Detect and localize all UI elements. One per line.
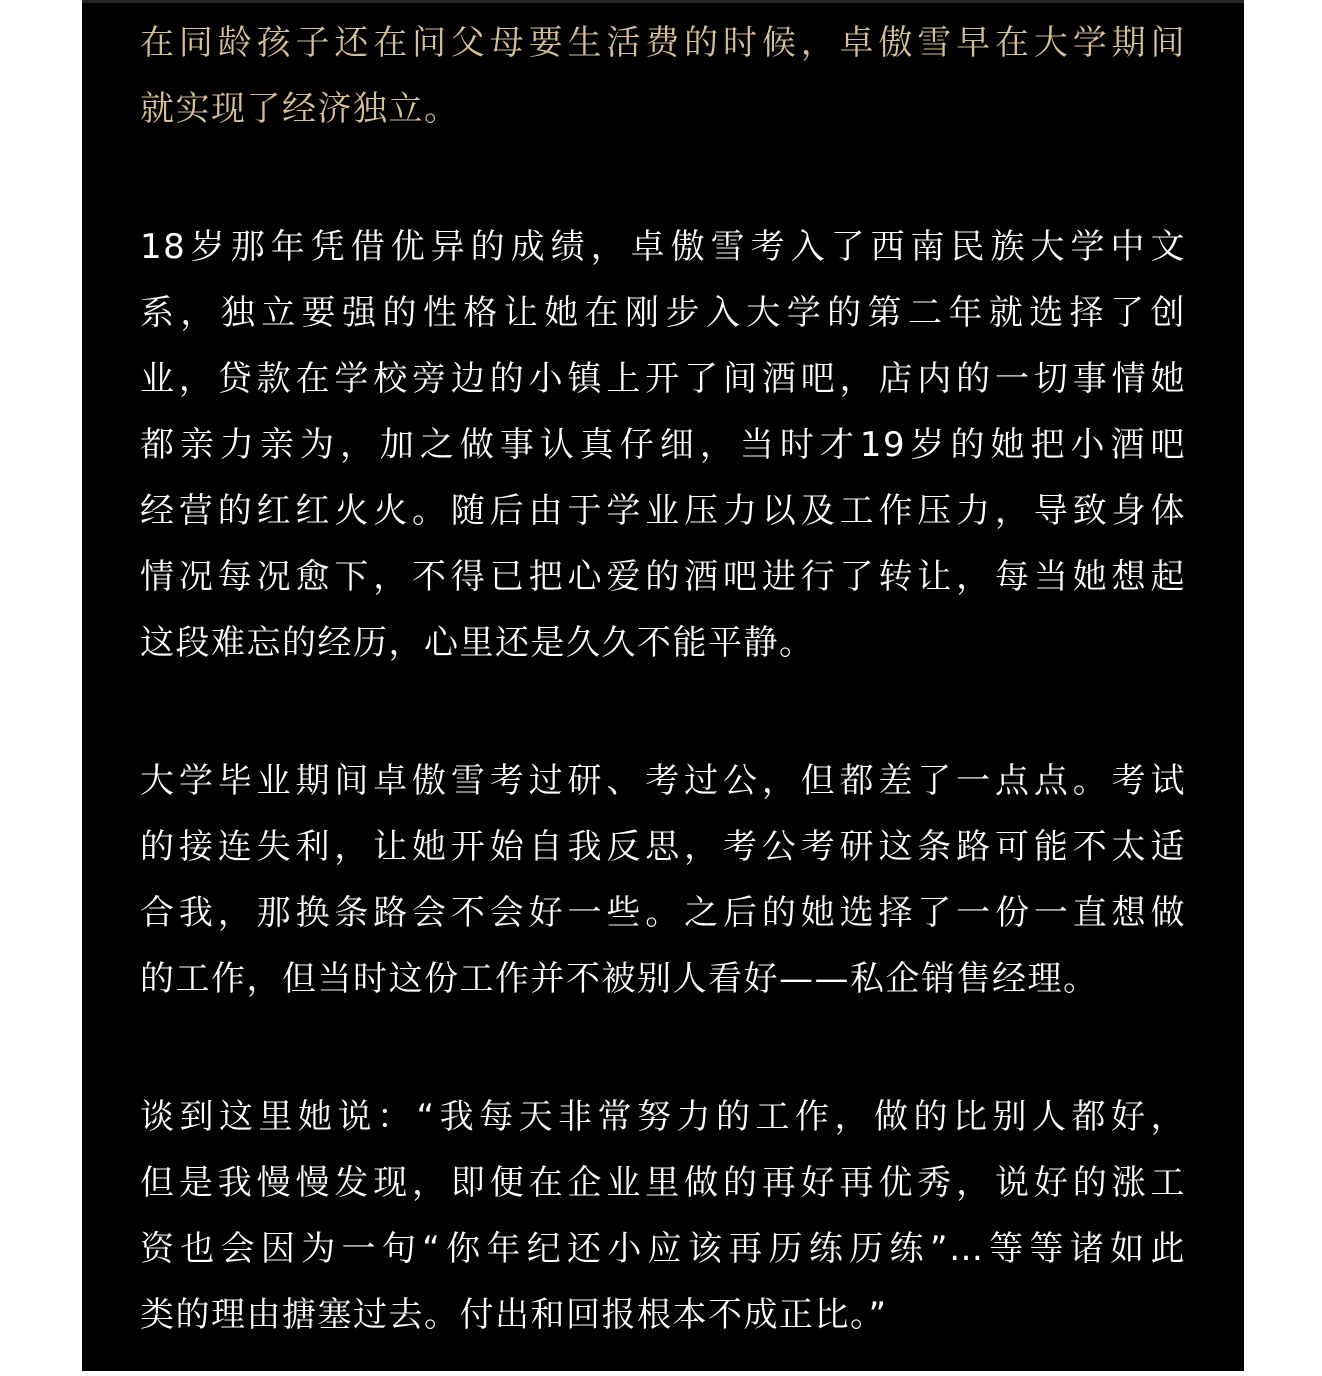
text-line: 资也会因为一句“你年纪还小应该再历练历练”…等等诸如此 (140, 1229, 1186, 1269)
text-line: 的接连失利，让她开始自我反思，考公考研这条路可能不太适 (140, 827, 1186, 867)
article-paragraph-body (140, 214, 1186, 676)
text-line: 就实现了经济独立。 (140, 89, 460, 129)
text-line: 在同龄孩子还在问父母要生活费的时候，卓傲雪早在大学期间 (140, 23, 1186, 63)
text-line: 这段难忘的经历，心里还是久久不能平静。 (140, 623, 815, 663)
text-line: 情况每况愈下，不得已把心爱的酒吧进行了转让，每当她想起 (140, 557, 1186, 597)
text-line: 大学毕业期间卓傲雪考过研、考过公，但都差了一点点。考试 (140, 761, 1186, 801)
article-body (140, 10, 1186, 1348)
text-line: 类的理由搪塞过去。付出和回报根本不成正比。” (140, 1295, 888, 1335)
text-line: 系，独立要强的性格让她在刚步入大学的第二年就选择了创 (140, 293, 1186, 333)
text-line: 的工作，但当时这份工作并不被别人看好——私企销售经理。 (140, 959, 1099, 999)
article-card (82, 0, 1244, 1371)
text-line: 谈到这里她说：“我每天非常努力的工作，做的比别人都好， (140, 1097, 1186, 1137)
text-line: 18岁那年凭借优异的成绩，卓傲雪考入了西南民族大学中文 (140, 227, 1186, 267)
article-paragraph-lead (140, 10, 1186, 142)
text-line: 但是我慢慢发现，即便在企业里做的再好再优秀，说好的涨工 (140, 1163, 1186, 1203)
article-paragraph-quote (140, 1084, 1186, 1348)
text-line: 业，贷款在学校旁边的小镇上开了间酒吧，店内的一切事情她 (140, 359, 1186, 399)
text-line: 合我，那换条路会不会好一些。之后的她选择了一份一直想做 (140, 893, 1186, 933)
text-line: 都亲力亲为，加之做事认真仔细，当时才19岁的她把小酒吧 (140, 425, 1186, 465)
text-line: 经营的红红火火。随后由于学业压力以及工作压力，导致身体 (140, 491, 1186, 531)
article-paragraph-body (140, 748, 1186, 1012)
